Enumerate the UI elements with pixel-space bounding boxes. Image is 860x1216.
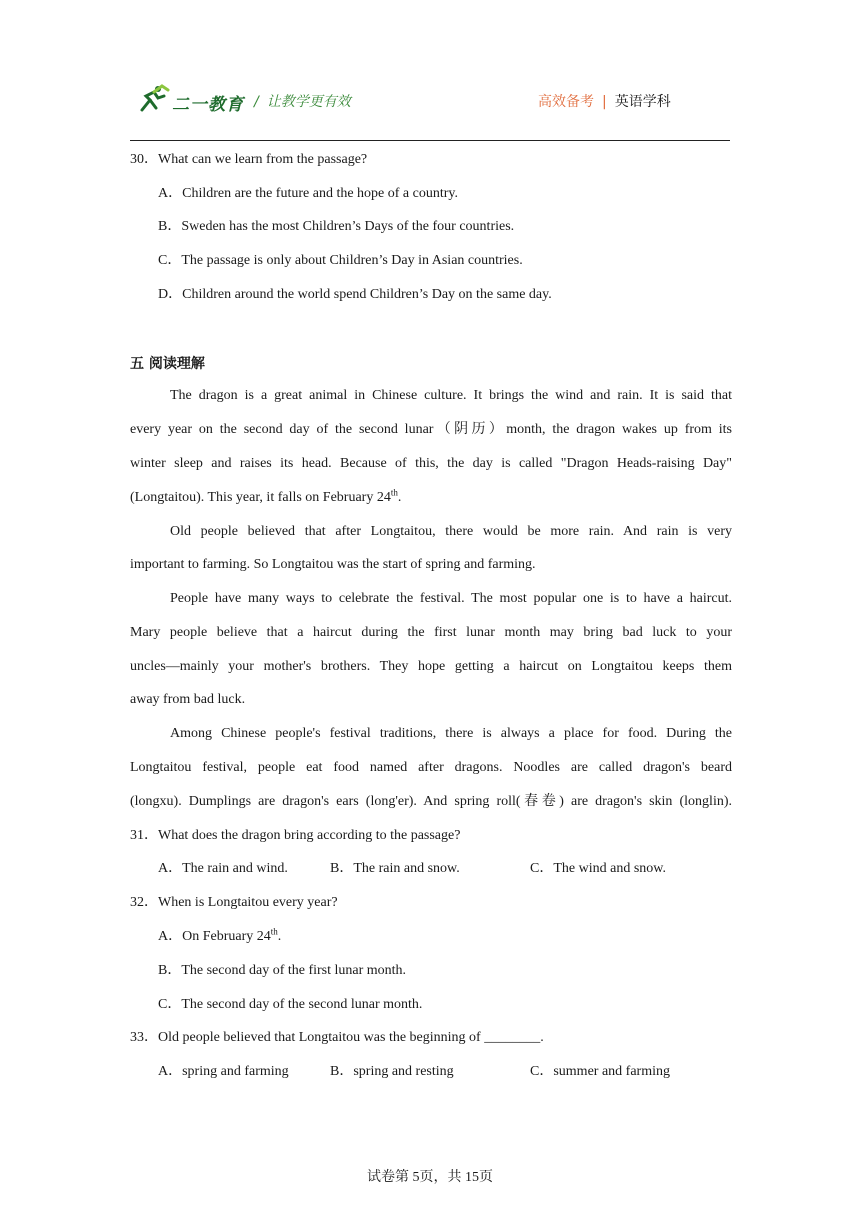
q32-option-a-end: . xyxy=(277,929,282,944)
passage-p3-line4: away from bad luck. xyxy=(130,692,246,707)
question-32: 32．When is Longtaitou every year? xyxy=(130,895,338,910)
passage-p1-line4 xyxy=(130,488,401,508)
passage-p4-line1: Among Chinese people's festival traditions, there is always a place for food. During the xyxy=(170,726,732,741)
q32-option-a-text: A．On February 24 xyxy=(158,929,271,944)
passage-p2-line2: important to farming. So Longtaitou was the start of spring and farming. xyxy=(130,557,536,572)
passage-p3-line2: Mary people believe that a haircut during the first lunar month may bring bad luck to your xyxy=(130,625,732,640)
passage-p1-line3: winter sleep and raises its head. Because of this, the day is called "Dragon Heads-raising Day" xyxy=(130,456,732,471)
q32-option-a-sup: th xyxy=(270,926,278,937)
passage-p3-line3: uncles—mainly your mother's brothers. They hope getting a haircut on Longtaitou keeps them xyxy=(130,659,732,674)
page-footer: 试卷第 5页，共 15页 xyxy=(367,1170,493,1185)
slogan-text: 让教学更有效 xyxy=(266,94,351,110)
page-header xyxy=(130,80,730,120)
header-rule xyxy=(130,140,730,141)
logo-text: 二一教育 xyxy=(172,95,244,115)
passage-p1-sup: th xyxy=(390,487,398,498)
q30-option-d: D．Children around the world spend Children’s Day on the same day. xyxy=(158,287,552,302)
q30-option-c: C．The passage is only about Children’s Day in Asian countries. xyxy=(158,253,523,268)
passage-p4-line2: Longtaitou festival, people eat food named after dragons. Noodles are called dragon's beard xyxy=(130,760,732,775)
passage-p1-line1: The dragon is a great animal in Chinese culture. It brings the wind and rain. It is said that xyxy=(170,388,732,403)
q32-option-b: B．The second day of the first lunar month. xyxy=(158,963,407,978)
question-30: 30．What can we learn from the passage? xyxy=(130,152,368,167)
q33-option-b: B．spring and resting xyxy=(330,1064,454,1079)
question-31: 31．What does the dragon bring according to the passage? xyxy=(130,828,461,843)
q30-option-b: B．Sweden has the most Children’s Days of the four countries. xyxy=(158,219,515,234)
running-figure-icon xyxy=(136,84,170,114)
q32-option-a xyxy=(158,927,281,947)
passage-p2-line1: Old people believed that after Longtaitou, there would be more rain. And rain is very xyxy=(170,524,732,539)
header-subject-label: 英语学科 xyxy=(614,94,671,110)
q31-option-c: C．The wind and snow. xyxy=(530,861,666,876)
passage-p1-line2: every year on the second day of the second lunar（阴历）month, the dragon wakes up from its xyxy=(130,422,732,437)
section-heading: 五 阅读理解 xyxy=(130,356,205,372)
header-exam-label: 高效备考 xyxy=(538,94,594,110)
passage-p4-line3: (longxu). Dumplings are dragon's ears (long'er). And spring roll(春卷) are dragon's skin (longlin). xyxy=(130,794,732,809)
passage-p3-line1: People have many ways to celebrate the festival. The most popular one is to have a haircut. xyxy=(170,591,732,606)
q30-option-a: A．Children are the future and the hope of a country. xyxy=(158,186,458,201)
q33-option-a: A．spring and farming xyxy=(158,1064,289,1079)
q32-option-c: C．The second day of the second lunar month. xyxy=(158,997,423,1012)
passage-p1-end: . xyxy=(397,490,402,505)
q31-option-b: B．The rain and snow. xyxy=(330,861,460,876)
slogan: / 让教学更有效 xyxy=(254,94,351,110)
q33-option-c: C．summer and farming xyxy=(530,1064,670,1079)
q31-option-a: A．The rain and wind. xyxy=(158,861,288,876)
header-separator: | xyxy=(602,94,607,110)
header-right xyxy=(538,91,671,111)
passage-p1-last-text: (Longtaitou). This year, it falls on February 24 xyxy=(130,490,391,505)
logo xyxy=(136,84,246,114)
question-33: 33．Old people believed that Longtaitou was the beginning of ________. xyxy=(130,1030,544,1045)
